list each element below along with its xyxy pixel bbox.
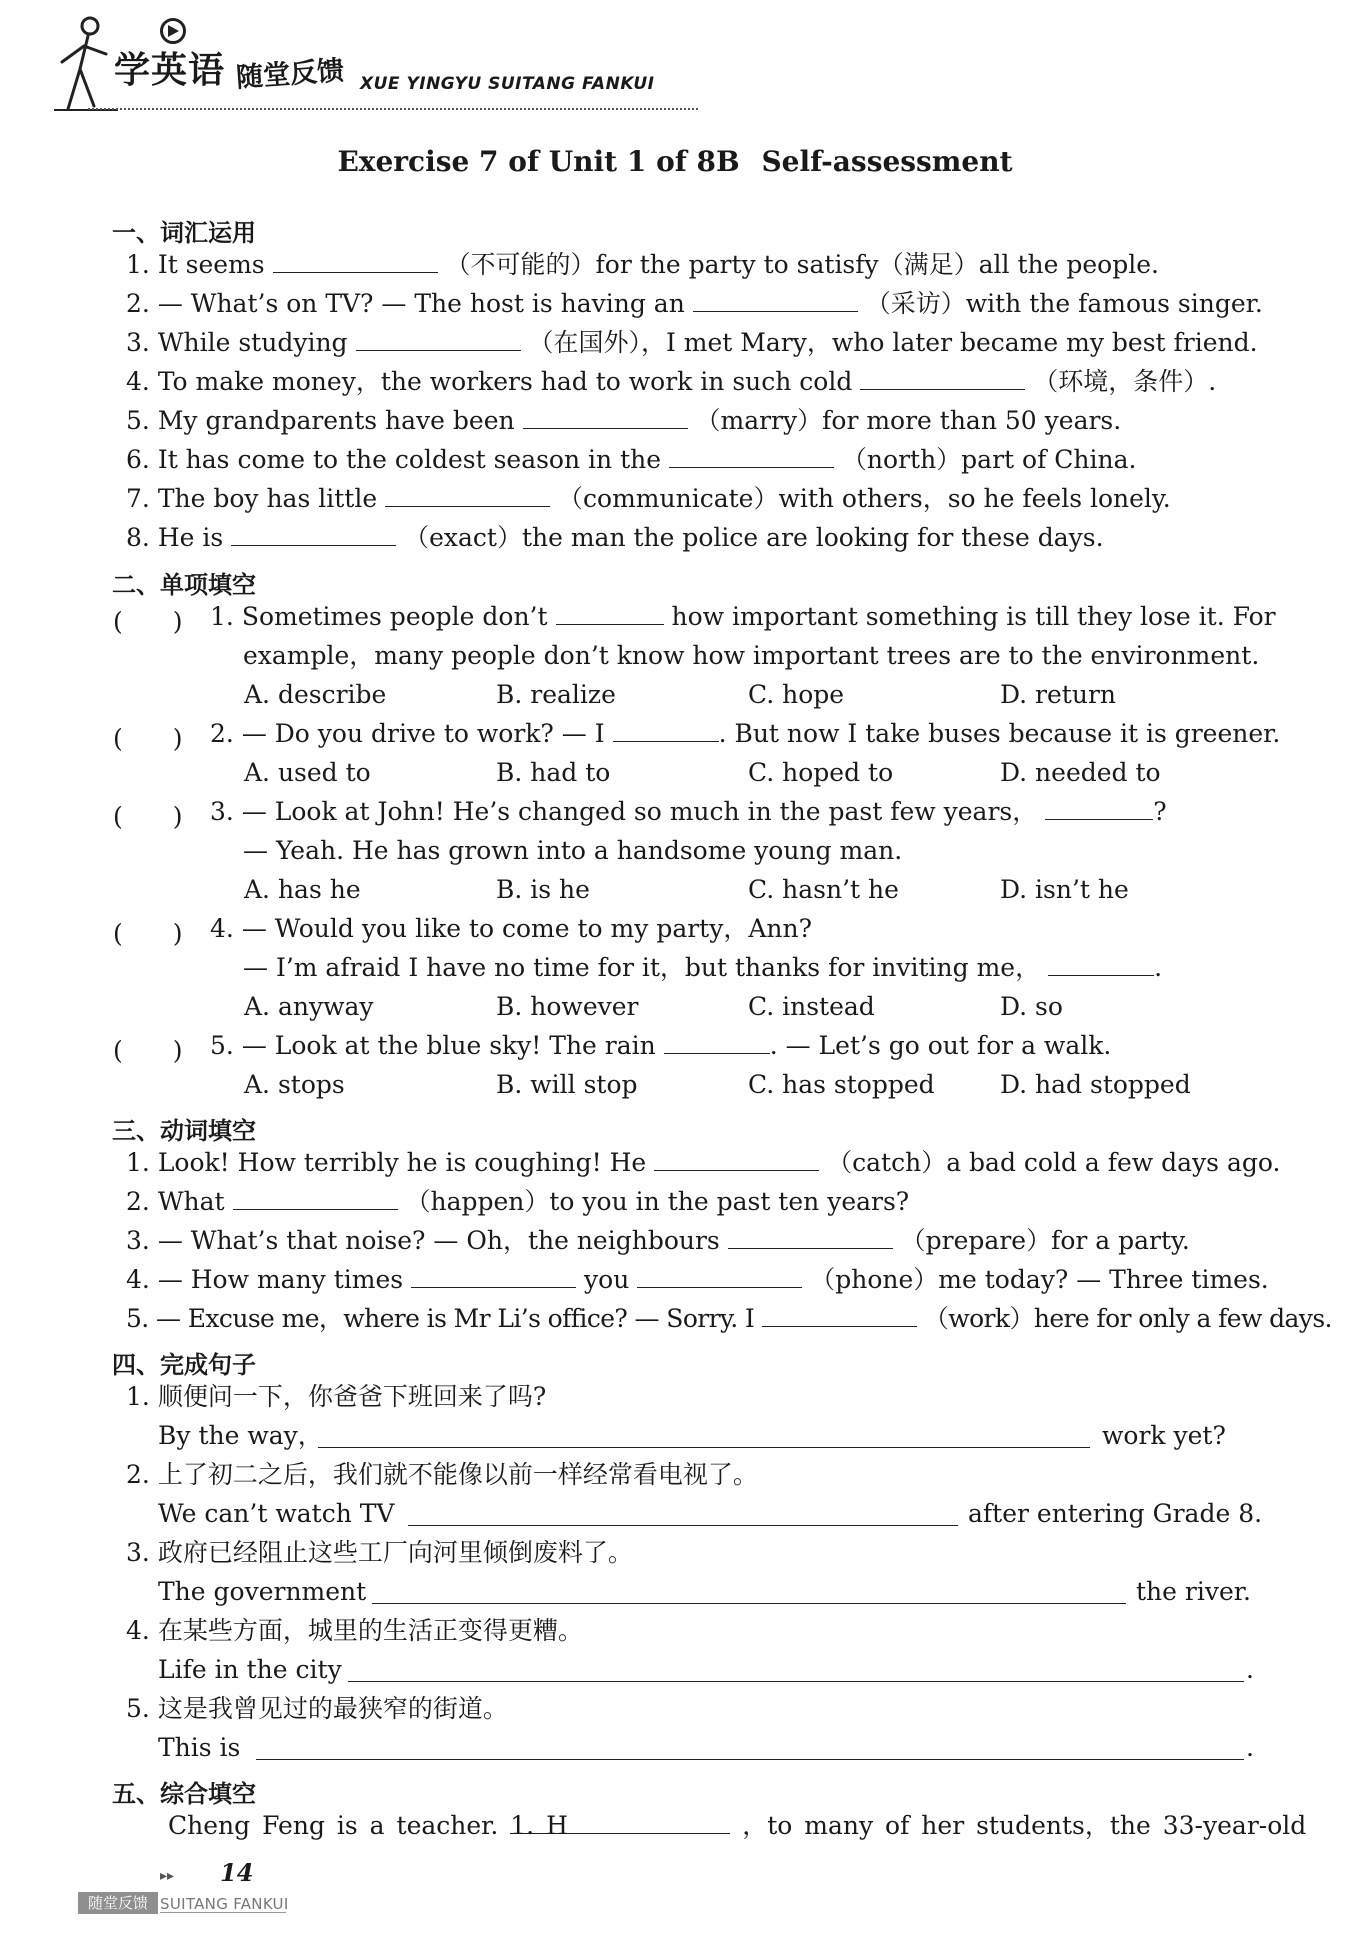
translate-en-3-lead: The government — [158, 1577, 367, 1606]
option-a[interactable]: A. has he — [244, 875, 361, 904]
option-a[interactable]: A. stops — [244, 1070, 345, 1099]
book-header — [50, 14, 670, 114]
section5-heading: 五、综合填空 — [112, 1780, 256, 1808]
mc-question-4-reply: — I’m afraid I have no time for it，but thanks for inviting me， . — [243, 953, 1163, 982]
translate-en-4-tail: . — [1246, 1655, 1254, 1684]
answer-blank[interactable] — [664, 1031, 770, 1054]
section4-heading: 四、完成句子 — [112, 1351, 256, 1379]
title-sub: Self-assessment — [761, 145, 1013, 178]
answer-paren[interactable]: ( ) — [113, 607, 183, 636]
option-c[interactable]: C. instead — [748, 992, 875, 1021]
translate-cn-5: 5. 这是我曾见过的最狭窄的街道。 — [126, 1694, 508, 1723]
answer-paren[interactable]: ( ) — [113, 919, 183, 948]
answer-blank[interactable] — [385, 484, 550, 507]
vocab-item-7: 7. The boy has little （communicate）with others，so he feels lonely. — [126, 484, 1171, 513]
vocab-item-3: 3. While studying （在国外），I met Mary，who later became my best friend. — [126, 328, 1258, 357]
cloze-passage-start: Cheng Feng is a teacher. 1. H ，to many of her students，the 33-year-old — [168, 1811, 1307, 1840]
verb-item-1: 1. Look! How terribly he is coughing! He （catch）a bad cold a few days ago. — [126, 1148, 1281, 1177]
answer-blank[interactable] — [1048, 953, 1154, 976]
answer-blank[interactable] — [669, 445, 834, 468]
option-d[interactable]: D. had stopped — [1000, 1070, 1191, 1099]
answer-blank[interactable] — [231, 523, 396, 546]
answer-line[interactable] — [256, 1759, 1244, 1760]
answer-blank[interactable] — [637, 1265, 802, 1288]
mc-question-1-cont: example，many people don’t know how important trees are to the environment. — [243, 641, 1260, 670]
option-b[interactable]: B. realize — [496, 680, 616, 709]
translate-en-5-tail: . — [1246, 1733, 1254, 1762]
option-b[interactable]: B. is he — [496, 875, 590, 904]
cloze-blank-1[interactable]: 1. H — [510, 1811, 730, 1834]
answer-blank[interactable] — [356, 328, 521, 351]
answer-paren[interactable]: ( ) — [113, 724, 183, 753]
translate-en-2-lead: We can’t watch TV — [158, 1499, 395, 1528]
answer-line[interactable] — [318, 1447, 1090, 1448]
verb-item-5: 5. — Excuse me，where is Mr Li’s office? — Sorry. I （work）here for only a few days. — [126, 1304, 1332, 1333]
answer-blank[interactable] — [762, 1304, 917, 1327]
answer-blank[interactable] — [523, 406, 688, 429]
option-d[interactable]: D. return — [1000, 680, 1116, 709]
answer-blank[interactable] — [613, 719, 719, 742]
answer-blank[interactable] — [728, 1226, 893, 1249]
option-b[interactable]: B. had to — [496, 758, 611, 787]
option-c[interactable]: C. has stopped — [748, 1070, 935, 1099]
footer-en-label: SUITANG FANKUI — [160, 1895, 289, 1913]
answer-blank[interactable] — [411, 1265, 576, 1288]
vocab-item-4: 4. To make money，the workers had to work in such cold （环境，条件）. — [126, 367, 1217, 396]
translate-cn-4: 4. 在某些方面，城里的生活正变得更糟。 — [126, 1616, 583, 1645]
section2-heading: 二、单项填空 — [112, 571, 256, 599]
header-divider — [88, 108, 698, 110]
mc-question-5: 5. — Look at the blue sky! The rain . — Let’s go out for a walk. — [210, 1031, 1112, 1060]
vocab-item-5: 5. My grandparents have been （marry）for more than 50 years. — [126, 406, 1122, 435]
option-a[interactable]: A. anyway — [244, 992, 374, 1021]
mc-question-2: 2. — Do you drive to work? — I . But now I take buses because it is greener. — [210, 719, 1281, 748]
title-main: Exercise 7 of Unit 1 of 8B — [337, 145, 740, 178]
translate-en-4-lead: Life in the city — [158, 1655, 342, 1684]
translate-en-2-tail: after entering Grade 8. — [968, 1499, 1263, 1528]
option-c[interactable]: C. hope — [748, 680, 845, 709]
page-number: 14 — [220, 1858, 254, 1887]
vocab-item-6: 6. It has come to the coldest season in the （north）part of China. — [126, 445, 1137, 474]
section3-heading: 三、动词填空 — [112, 1117, 256, 1145]
mc-question-4: 4. — Would you like to come to my party，Ann? — [210, 914, 813, 943]
header-cn-subtitle: 随堂反馈 — [235, 55, 346, 94]
translate-en-3-tail: the river. — [1136, 1577, 1251, 1606]
translate-cn-3: 3. 政府已经阻止这些工厂向河里倾倒废料了。 — [126, 1538, 633, 1567]
play-badge-icon — [160, 18, 186, 44]
option-d[interactable]: D. so — [1000, 992, 1063, 1021]
option-b[interactable]: B. will stop — [496, 1070, 638, 1099]
option-c[interactable]: C. hasn’t he — [748, 875, 899, 904]
page-arrow-icon: ▸▸ — [160, 1868, 175, 1884]
answer-paren[interactable]: ( ) — [113, 802, 183, 831]
answer-blank[interactable] — [654, 1148, 819, 1171]
answer-line[interactable] — [372, 1603, 1126, 1604]
answer-blank[interactable] — [860, 367, 1025, 390]
verb-item-3: 3. — What’s that noise? — Oh，the neighbours （prepare）for a party. — [126, 1226, 1190, 1255]
vocab-item-8: 8. He is （exact）the man the police are looking for these days. — [126, 523, 1104, 552]
translate-en-1-lead: By the way， — [158, 1421, 323, 1450]
verb-item-2: 2. What （happen）to you in the past ten years? — [126, 1187, 910, 1216]
option-a[interactable]: A. describe — [244, 680, 387, 709]
verb-item-4: 4. — How many times you （phone）me today? — Three times. — [126, 1265, 1269, 1294]
translate-cn-2: 2. 上了初二之后，我们就不能像以前一样经常看电视了。 — [126, 1460, 758, 1489]
translate-cn-1: 1. 顺便问一下，你爸爸下班回来了吗? — [126, 1382, 547, 1411]
runner-logo-icon — [50, 14, 120, 114]
footer-tag: 随堂反馈 — [78, 1892, 158, 1914]
header-en-title: XUE YINGYU SUITANG FANKUI — [360, 74, 655, 94]
header-cn-title: 学英语 — [114, 50, 226, 91]
answer-blank[interactable] — [1045, 797, 1153, 820]
answer-blank[interactable] — [273, 250, 438, 273]
translate-en-1-tail: work yet? — [1102, 1421, 1226, 1450]
option-a[interactable]: A. used to — [244, 758, 371, 787]
answer-line[interactable] — [408, 1525, 958, 1526]
section1-heading: 一、词汇运用 — [112, 219, 256, 247]
translate-en-5-lead: This is — [158, 1733, 241, 1762]
page-title — [0, 145, 1350, 178]
vocab-item-1: 1. It seems （不可能的）for the party to satisfy（满足）all the people. — [126, 250, 1159, 279]
option-d[interactable]: D. needed to — [1000, 758, 1161, 787]
option-c[interactable]: C. hoped to — [748, 758, 894, 787]
footer-divider — [160, 1912, 286, 1913]
mc-question-3: 3. — Look at John! He’s changed so much in the past few years， ? — [210, 797, 1167, 826]
answer-blank[interactable] — [693, 289, 858, 312]
vocab-item-2: 2. — What’s on TV? — The host is having an （采访）with the famous singer. — [126, 289, 1263, 318]
answer-paren[interactable]: ( ) — [113, 1036, 183, 1065]
answer-line[interactable] — [348, 1681, 1244, 1682]
answer-blank[interactable] — [556, 602, 664, 625]
mc-question-1: 1. Sometimes people don’t how important something is till they lose it. For — [210, 602, 1276, 631]
mc-question-3-reply: — Yeah. He has grown into a handsome young man. — [243, 836, 903, 865]
option-b[interactable]: B. however — [496, 992, 639, 1021]
option-d[interactable]: D. isn’t he — [1000, 875, 1129, 904]
answer-blank[interactable] — [233, 1187, 398, 1210]
